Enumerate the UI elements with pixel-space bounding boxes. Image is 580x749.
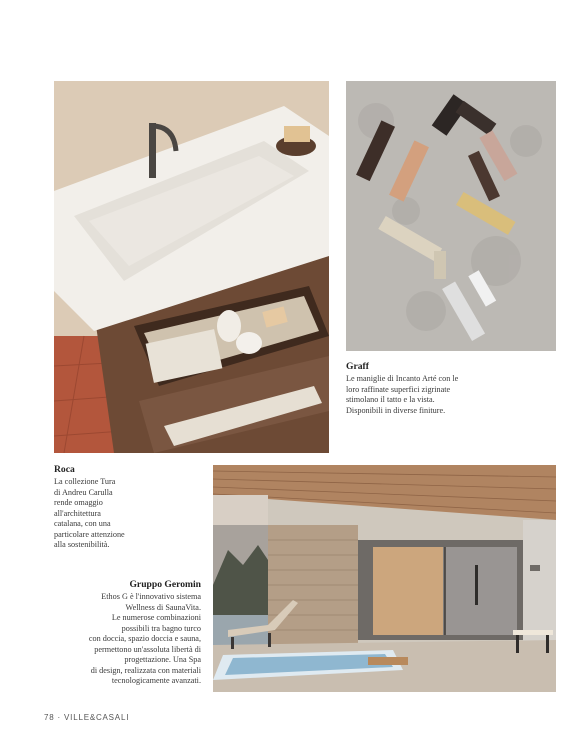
geromin-spa-illustration bbox=[213, 465, 556, 692]
caption-title: Roca bbox=[54, 464, 75, 475]
caption-roca bbox=[54, 464, 164, 551]
caption-body: Le maniglie di Incanto Arté con le loro raffinate superfici zigrinate stimolano il tatto e la vista. Disponibili in diverse finiture. bbox=[346, 374, 459, 415]
caption-title: Graff bbox=[346, 361, 369, 372]
magazine-name: VILLE&CASALI bbox=[64, 713, 130, 722]
page-footer bbox=[44, 713, 129, 722]
geromin-photo bbox=[213, 465, 556, 692]
caption-title: Gruppo Geromin bbox=[129, 579, 201, 590]
caption-geromin bbox=[60, 579, 201, 687]
graff-handles-illustration bbox=[346, 81, 556, 351]
footer-separator: · bbox=[57, 713, 61, 722]
roca-photo bbox=[54, 81, 329, 453]
caption-graff bbox=[346, 361, 506, 416]
caption-body: Ethos G è l'innovativo sistema Wellness di SaunaVita. Le numerose combinazioni possibili tra bagno turco con doccia, spazio doccia e sauna, permettono un'assoluta libertà di progettazione. Una Spa di design, realizzata con materiali tecnologicamente avanzati. bbox=[88, 592, 201, 685]
roca-vanity-illustration bbox=[54, 81, 329, 453]
caption-body: La collezione Tura di Andreu Carulla rende omaggio all'architettura catalana, con una particolare attenzione alla sostenibilità. bbox=[54, 477, 125, 549]
graff-photo bbox=[346, 81, 556, 351]
page-number: 78 bbox=[44, 713, 55, 722]
